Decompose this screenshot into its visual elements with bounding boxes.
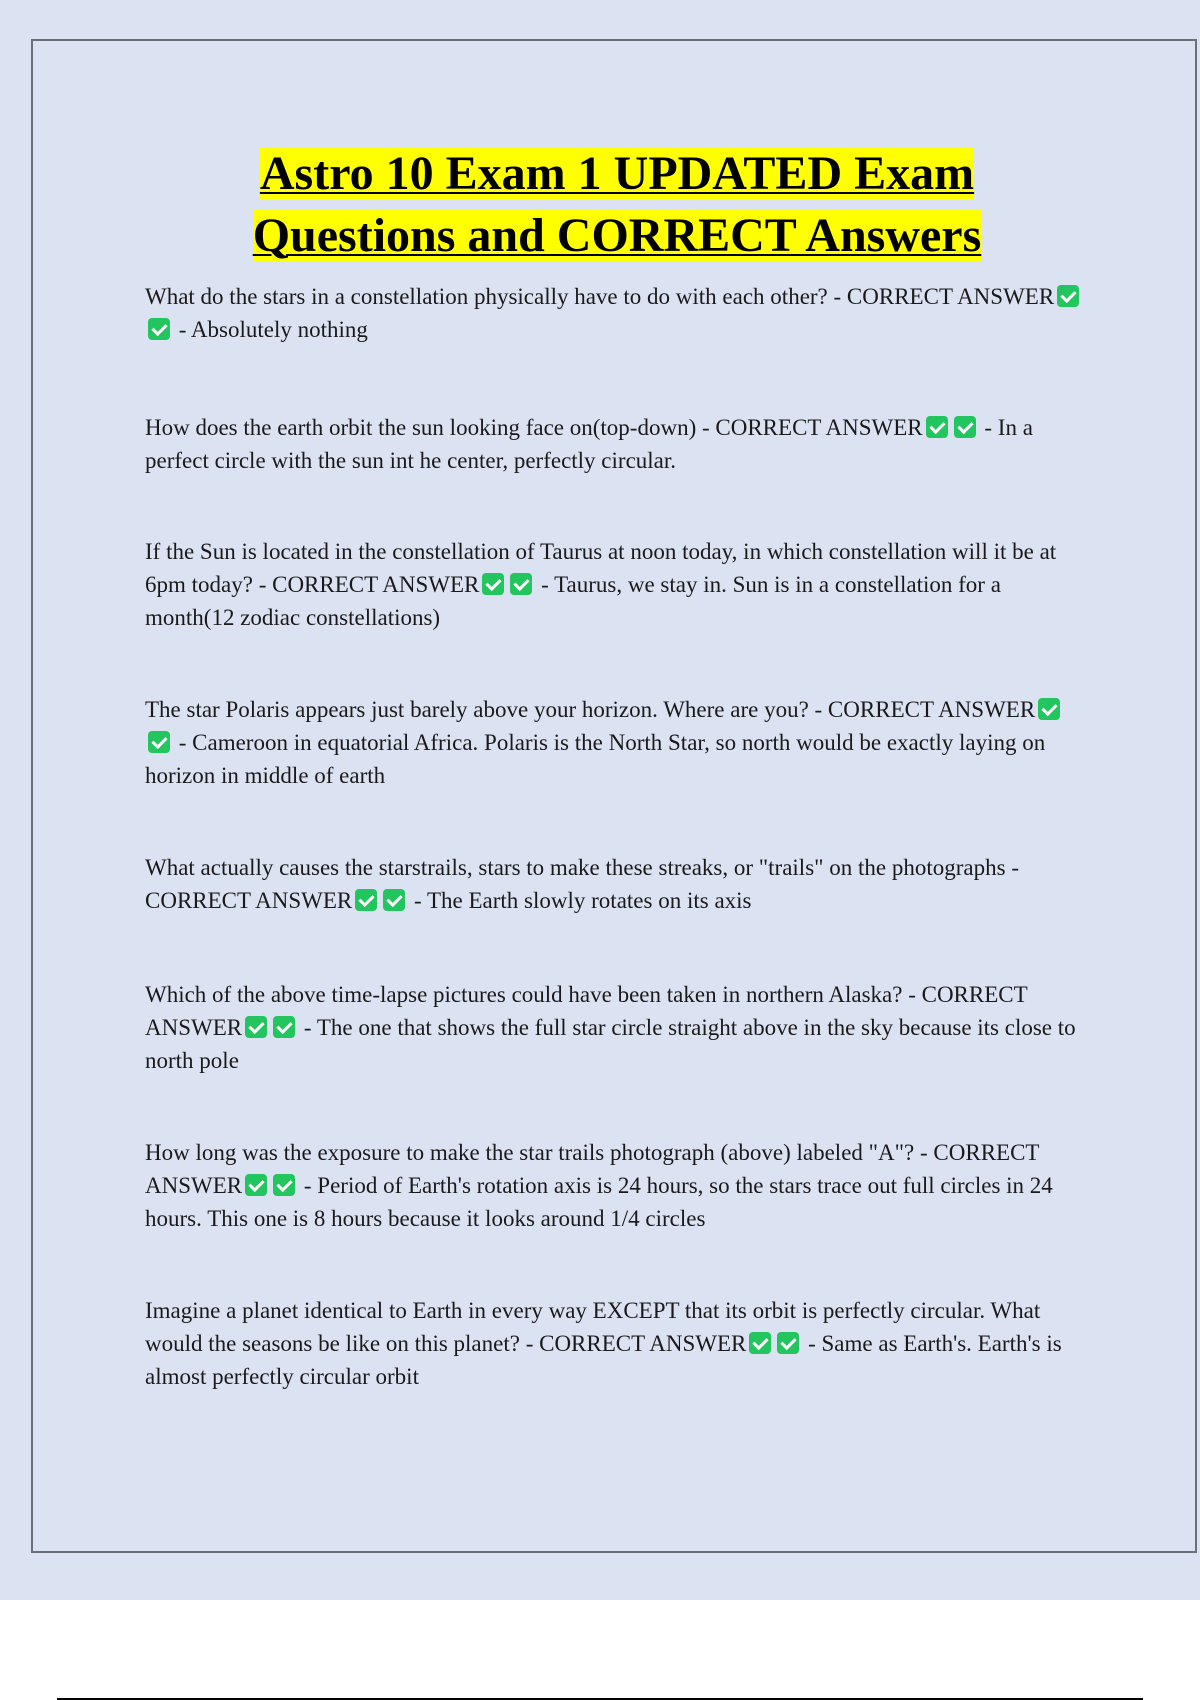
check-mark-icon <box>510 573 532 595</box>
document-title <box>0 143 1200 267</box>
check-mark-icon <box>1038 698 1060 720</box>
check-mark-icon <box>355 889 377 911</box>
check-mark-icon <box>926 416 948 438</box>
check-mark-icon <box>1057 285 1079 307</box>
question-text: What do the stars in a constellation physically have to do with each other? - CORRECT ANSWER <box>145 284 1055 309</box>
check-mark-icon <box>273 1016 295 1038</box>
answer-text: - Taurus, we stay in. Sun is in a constellation for a month(12 zodiac constellations) <box>145 572 1001 630</box>
qa-item-5 <box>145 851 1090 917</box>
answer-text: - The Earth slowly rotates on its axis <box>408 888 752 913</box>
check-mark-icon <box>148 318 170 340</box>
check-mark-icon <box>383 889 405 911</box>
answer-text: - The one that shows the full star circle straight above in the sky because its close to north pole <box>145 1015 1076 1073</box>
qa-item-7 <box>145 1136 1090 1235</box>
qa-item-8 <box>145 1294 1090 1393</box>
answer-text: - Period of Earth's rotation axis is 24 hours, so the stars trace out full circles in 24 hours. This one is 8 hours because it looks around 1/4 circles <box>145 1173 1053 1231</box>
question-text: If the Sun is located in the constellation of Taurus at noon today, in which constellation will it be at 6pm today? - CORRECT ANSWER <box>145 539 1057 597</box>
answer-text: - In a perfect circle with the sun int he center, perfectly circular. <box>145 415 1033 473</box>
answer-text: - Cameroon in equatorial Africa. Polaris is the North Star, so north would be exactly laying on horizon in middle of earth <box>145 730 1046 788</box>
answer-text: - Absolutely nothing <box>173 317 368 342</box>
check-mark-icon <box>245 1174 267 1196</box>
qa-item-2 <box>145 411 1090 477</box>
question-text: How long was the exposure to make the star trails photograph (above) labeled "A"? - CORRECT ANSWER <box>145 1140 1040 1198</box>
check-mark-icon <box>273 1174 295 1196</box>
question-text: How does the earth orbit the sun looking face on(top-down) - CORRECT ANSWER <box>145 415 923 440</box>
title-line-1: Astro 10 Exam 1 UPDATED Exam <box>259 147 975 200</box>
qa-item-3 <box>145 535 1090 634</box>
question-text: What actually causes the starstrails, stars to make these streaks, or "trails" on the photographs - CORRECT ANSWER <box>145 855 1019 913</box>
qa-item-1 <box>145 280 1090 346</box>
check-mark-icon <box>954 416 976 438</box>
question-text: The star Polaris appears just barely above your horizon. Where are you? - CORRECT ANSWER <box>145 697 1036 722</box>
question-text: Which of the above time-lapse pictures could have been taken in northern Alaska? - CORRECT ANSWER <box>145 982 1028 1040</box>
qa-item-6 <box>145 978 1090 1077</box>
title-line-2: Questions and CORRECT Answers <box>252 209 982 262</box>
answer-text: - Same as Earth's. Earth's is almost perfectly circular orbit <box>145 1331 1062 1389</box>
check-mark-icon <box>148 731 170 753</box>
qa-item-4 <box>145 693 1090 792</box>
question-text: Imagine a planet identical to Earth in every way EXCEPT that its orbit is perfectly circular. What would the seasons be like on this planet? - CORRECT ANSWER <box>145 1298 1041 1356</box>
check-mark-icon <box>245 1016 267 1038</box>
check-mark-icon <box>777 1332 799 1354</box>
check-mark-icon <box>482 573 504 595</box>
check-mark-icon <box>749 1332 771 1354</box>
